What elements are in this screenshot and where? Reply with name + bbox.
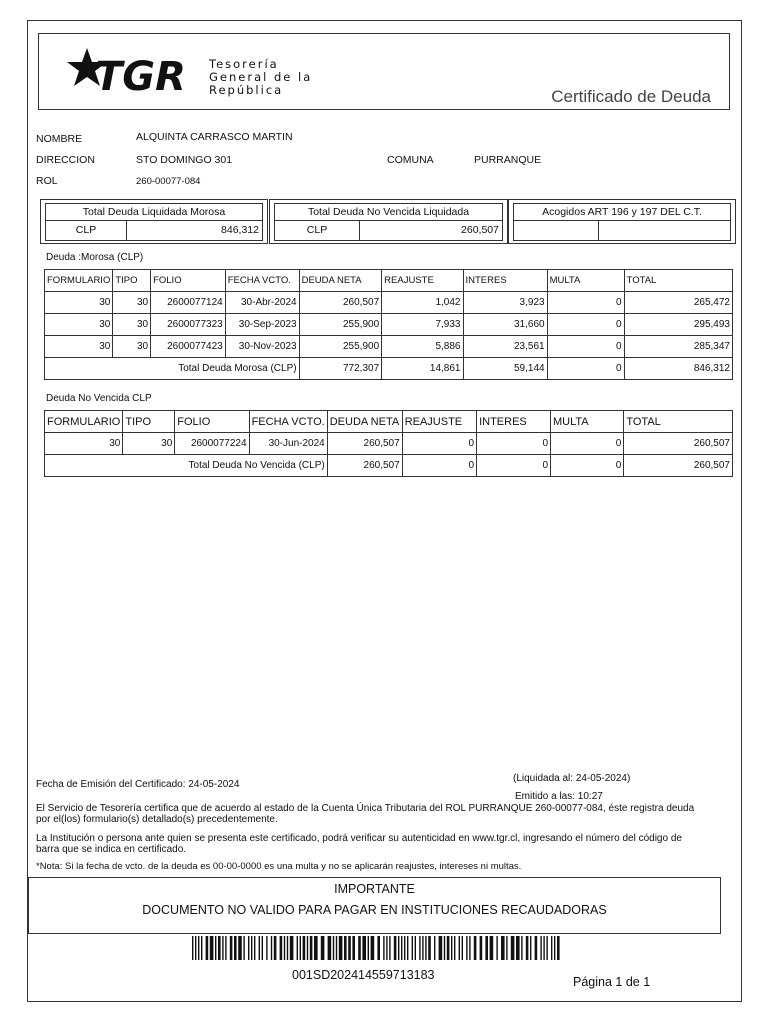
morosa-total-interes: 59,144 [463,358,547,380]
barcode-bar [201,936,202,960]
cell-reajuste: 7,933 [382,314,463,336]
novencida-total-deuda-neta: 260,507 [327,455,402,477]
barcode-bar [439,936,443,960]
cell-fecha: 30-Nov-2023 [225,336,299,358]
barcode-bar [238,936,242,960]
barcode-bar [469,936,470,960]
table-row [45,433,733,455]
barcode-bar [401,936,402,960]
cell-total: 260,507 [624,433,733,455]
barcode-bar [195,936,196,960]
summary-morosa-title: Total Deuda Liquidada Morosa [46,204,262,221]
summary-morosa-currency: CLP [46,221,127,240]
barcode-bar [344,936,347,960]
summary-acogidos-box [508,199,736,244]
novencida-header-row [45,411,733,433]
cell-folio: 2600077423 [151,336,226,358]
barcode-bar [362,936,366,960]
table-row [45,314,733,336]
barcode-bar [407,936,408,960]
morosa-caption: Deuda :Morosa (CLP) [46,252,144,263]
barcode-bar [266,936,267,960]
cell-fecha: 30-Sep-2023 [225,314,299,336]
logo-line-3: República [209,83,284,97]
rol-label: ROL [36,175,58,187]
barcode-bar [398,936,399,960]
barcode-number: 001SD202414559713183 [292,968,435,982]
barcode-bar [459,936,460,960]
cell-interes: 0 [477,433,551,455]
barcode-bar [462,936,463,960]
barcode-bar [415,936,416,960]
barcode-bar [540,936,541,960]
logo-line-2: General de la [209,70,313,84]
barcode-bar [222,936,223,960]
barcode-bar [307,936,308,960]
barcode-bar [287,936,288,960]
cell-interes: 23,561 [463,336,547,358]
important-text: DOCUMENTO NO VALIDO PARA PAGAR EN INSTITUCIONES RECAUDADORAS [142,903,607,917]
barcode-bar [352,936,355,960]
cell-total: 285,347 [624,336,732,358]
cell-total: 265,472 [624,292,732,314]
barcode-bar [377,936,380,960]
tgr-letters: TGR [95,54,186,96]
barcode-bar [389,936,390,960]
cell-formulario: 30 [45,433,123,455]
cell-reajuste: 1,042 [382,292,463,314]
liquidada-al: (Liquidada al: 24-05-2024) [513,773,631,784]
cell-folio: 2600077323 [151,314,226,336]
cell-interes: 3,923 [463,292,547,314]
barcode-bar [243,936,244,960]
barcode-bar [251,936,252,960]
barcode-bar [274,936,277,960]
barcode-bar [466,936,467,960]
cell-formulario: 30 [45,336,113,358]
barcode-bar [328,936,332,960]
morosa-col-reajuste: REAJUSTE [382,270,463,292]
novencida-col-multa: MULTA [551,411,624,433]
barcode-bar [557,936,560,960]
barcode-bar [412,936,413,960]
nombre-label: NOMBRE [36,133,83,145]
barcode-bar [474,936,477,960]
header-box [38,33,730,110]
barcode [192,936,564,960]
barcode-bar [530,936,531,960]
cell-reajuste: 5,886 [382,336,463,358]
morosa-col-multa: MULTA [547,270,624,292]
summary-acogidos-value [727,221,730,240]
morosa-col-fecha: FECHA VCTO. [225,270,299,292]
barcode-bar [454,936,455,960]
barcode-bar [254,936,255,960]
nombre-value: ALQUINTA CARRASCO MARTIN [136,131,293,143]
morosa-col-formulario: FORMULARIO [45,270,113,292]
barcode-bar [543,936,544,960]
barcode-bar [210,936,214,960]
novencida-total-row [45,455,733,477]
summary-novencida-value: 260,507 [461,224,499,236]
novencida-col-folio: FOLIO [175,411,249,433]
cell-multa: 0 [551,433,624,455]
barcode-bar [259,936,260,960]
barcode-bar [297,936,298,960]
morosa-total-multa: 0 [547,358,624,380]
morosa-col-total: TOTAL [624,270,732,292]
barcode-bar [521,936,522,960]
barcode-bar [248,936,249,960]
cell-multa: 0 [547,314,624,336]
novencida-col-reajuste: REAJUSTE [402,411,476,433]
barcode-bar [444,936,445,960]
paragraph-certifica-line-2: por el(los) formulario(s) detallado(s) precedentemente. [36,814,278,825]
morosa-col-interes: INTERES [463,270,547,292]
paragraph-certifica-line-1: El Servicio de Tesorería certifica que de acuerdo al estado de la Cuenta Única Tributaria del ROL PURRANQUE 260-00077-084, éste registra deuda [36,803,695,814]
novencida-col-deuda-neta: DEUDA NETA [327,411,402,433]
barcode-bar [262,936,263,960]
barcode-bar [451,936,452,960]
barcode-bar [554,936,555,960]
novencida-caption: Deuda No Vencida CLP [46,393,152,404]
paragraph-verificar-line-1: La Institución o persona ante quien se presenta este certificado, podrá verificar su autenticidad en www.tgr.cl, ingresando el número del código de [36,833,682,844]
morosa-table [44,269,733,380]
barcode-bar [284,936,285,960]
barcode-bar [303,936,306,960]
barcode-bar [480,936,483,960]
barcode-bar [271,936,272,960]
barcode-bar [434,936,435,960]
tgr-logo [67,46,317,98]
barcode-bar [230,936,233,960]
barcode-bar [234,936,237,960]
morosa-col-deuda-neta: DEUDA NETA [299,270,382,292]
morosa-header-row [45,270,733,292]
comuna-value: PURRANQUE [474,154,542,166]
barcode-bar [215,936,216,960]
barcode-bar [206,936,209,960]
summary-acogidos-title: Acogidos ART 196 y 197 DEL C.T. [514,204,730,221]
cell-deuda-neta: 255,900 [299,314,382,336]
certificate-title: Certificado de Deuda [551,87,711,106]
barcode-bar [198,936,199,960]
barcode-bar [192,936,193,960]
table-row [45,336,733,358]
table-row [45,292,733,314]
cell-deuda-neta: 255,900 [299,336,382,358]
novencida-total-label: Total Deuda No Vencida (CLP) [45,455,328,477]
barcode-bar [546,936,547,960]
barcode-bar [419,936,420,960]
barcode-bar [348,936,351,960]
barcode-bar [551,936,552,960]
cell-formulario: 30 [45,292,113,314]
morosa-col-folio: FOLIO [151,270,226,292]
emitido-hora: Emitido a las: 10:27 [515,791,603,802]
barcode-bar [511,936,515,960]
barcode-bar [485,936,488,960]
barcode-bar [516,936,520,960]
cell-fecha: 30-Abr-2024 [225,292,299,314]
cell-tipo: 30 [113,292,151,314]
barcode-bar [501,936,505,960]
barcode-bar [368,936,369,960]
barcode-bar [336,936,337,960]
novencida-table [44,410,733,477]
barcode-bar [300,936,301,960]
novencida-col-interes: INTERES [477,411,551,433]
morosa-total-deuda-neta: 772,307 [299,358,382,380]
page-number: Página 1 de 1 [573,975,651,989]
barcode-bar [339,936,343,960]
barcode-bar [506,936,507,960]
barcode-bar [404,936,405,960]
cell-tipo: 30 [113,336,151,358]
barcode-bar [310,936,313,960]
comuna-label: COMUNA [387,154,434,166]
direccion-label: DIRECCION [36,154,95,166]
barcode-bar [383,936,384,960]
barcode-bar [280,936,283,960]
barcode-bar [358,936,361,960]
summary-novencida-box [269,199,508,244]
morosa-col-tipo: TIPO [113,270,151,292]
morosa-total-total: 846,312 [624,358,732,380]
barcode-bar [225,936,226,960]
novencida-total-reajuste: 0 [402,455,476,477]
barcode-bar [314,936,318,960]
barcode-bar [447,936,450,960]
barcode-bar [490,936,494,960]
cell-multa: 0 [547,336,624,358]
summary-novencida-currency: CLP [275,221,360,240]
barcode-bar [496,936,497,960]
fecha-emision: Fecha de Emisión del Certificado: 24-05-2024 [36,779,240,790]
rol-value: 260-00077-084 [136,176,201,187]
important-box [28,877,721,934]
novencida-col-total: TOTAL [624,411,733,433]
cell-total: 295,493 [624,314,732,336]
barcode-bar [425,936,426,960]
cell-deuda-neta: 260,507 [327,433,402,455]
barcode-bar [371,936,375,960]
cell-reajuste: 0 [402,433,476,455]
barcode-bar [535,936,538,960]
important-title: IMPORTANTE [334,882,415,896]
novencida-total-interes: 0 [477,455,551,477]
barcode-bar [386,936,387,960]
barcode-bar [290,936,294,960]
paragraph-verificar-line-2: barra que se indica en certificado. [36,844,187,855]
summary-morosa-value: 846,312 [221,224,259,236]
barcode-bar [218,936,221,960]
logo-line-1: Tesorería [209,57,279,71]
novencida-total-multa: 0 [551,455,624,477]
novencida-col-formulario: FORMULARIO [45,411,123,433]
cell-formulario: 30 [45,314,113,336]
novencida-total-total: 260,507 [624,455,733,477]
barcode-bar [333,936,334,960]
barcode-bar [321,936,325,960]
cell-folio: 2600077224 [175,433,249,455]
barcode-bar [394,936,397,960]
cell-tipo: 30 [113,314,151,336]
novencida-col-fecha: FECHA VCTO. [249,411,327,433]
nota: *Nota: Si la fecha de vcto. de la deuda es 00-00-0000 es una multa y no se aplicarán reajustes, intereses ni multas. [36,861,522,872]
novencida-col-tipo: TIPO [123,411,175,433]
barcode-bar [422,936,423,960]
morosa-total-reajuste: 14,861 [382,358,463,380]
barcode-bar [428,936,431,960]
cell-folio: 2600077124 [151,292,226,314]
summary-novencida-title: Total Deuda No Vencida Liquidada [275,204,502,221]
cell-tipo: 30 [123,433,175,455]
cell-deuda-neta: 260,507 [299,292,382,314]
summary-acogidos-currency [514,221,599,240]
barcode-bar [526,936,529,960]
morosa-total-row [45,358,733,380]
cell-fecha: 30-Jun-2024 [249,433,327,455]
cell-multa: 0 [547,292,624,314]
summary-morosa-box [40,199,268,244]
morosa-total-label: Total Deuda Morosa (CLP) [45,358,300,380]
tgr-logo-mark [67,46,203,96]
direccion-value: STO DOMINGO 301 [136,154,233,166]
cell-interes: 31,660 [463,314,547,336]
